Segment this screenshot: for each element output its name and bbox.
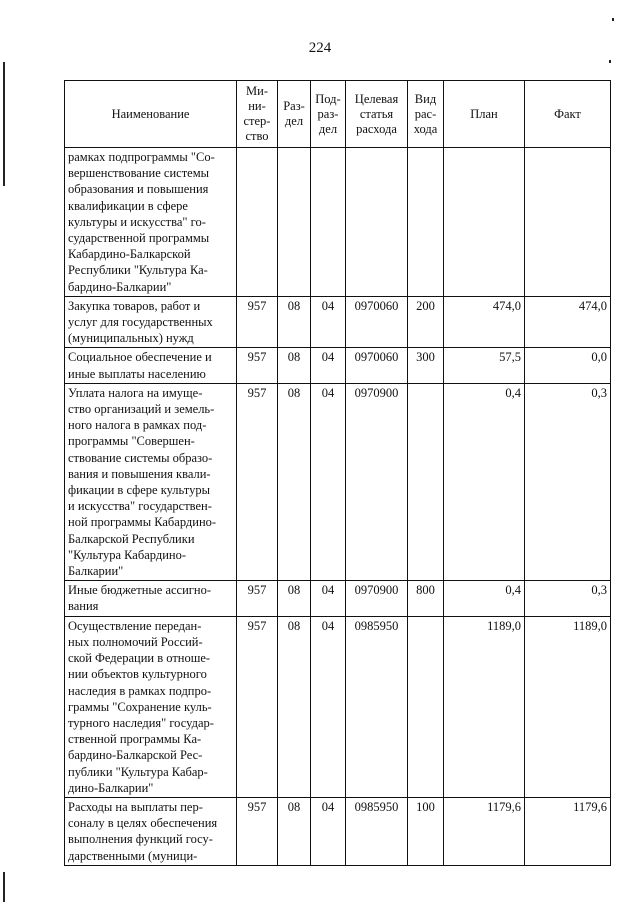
cell-subsection: 04	[311, 581, 346, 616]
table-row	[65, 616, 611, 797]
table-header-row	[65, 81, 611, 148]
cell-name: Закупка товаров, работ и услуг для государственных (муниципальных) нужд	[65, 296, 237, 348]
table-row	[65, 296, 611, 348]
cell-type	[408, 383, 444, 580]
cell-ministry: 957	[237, 348, 278, 383]
table-row	[65, 348, 611, 383]
cell-subsection: 04	[311, 797, 346, 865]
cell-plan	[444, 148, 525, 297]
cell-type	[408, 616, 444, 797]
header-section: Раз- дел	[278, 81, 311, 148]
cell-target: 0970900	[346, 581, 408, 616]
cell-name: Социальное обеспечение и иные выплаты населению	[65, 348, 237, 383]
table-row	[65, 148, 611, 297]
cell-fact: 474,0	[525, 296, 611, 348]
cell-type	[408, 148, 444, 297]
cell-subsection: 04	[311, 616, 346, 797]
cell-plan: 474,0	[444, 296, 525, 348]
cell-subsection: 04	[311, 296, 346, 348]
cell-plan: 0,4	[444, 581, 525, 616]
cell-type: 300	[408, 348, 444, 383]
cell-fact: 0,0	[525, 348, 611, 383]
cell-plan: 1179,6	[444, 797, 525, 865]
cell-name: рамках подпрограммы "Со- вершенствование системы образования и повышения квалификации в сфере культуры и искусства" го- сударственной программы Кабардино-Балкарской Республики "Культура Ка- бардино-Балкарии"	[65, 148, 237, 297]
cell-ministry: 957	[237, 296, 278, 348]
margin-mark-left-bottom	[3, 872, 5, 902]
header-type: Вид рас- хода	[408, 81, 444, 148]
cell-plan: 57,5	[444, 348, 525, 383]
cell-section: 08	[278, 296, 311, 348]
cell-subsection: 04	[311, 383, 346, 580]
margin-mark-left-top	[3, 62, 5, 186]
cell-section: 08	[278, 616, 311, 797]
cell-ministry: 957	[237, 797, 278, 865]
table-row	[65, 797, 611, 865]
cell-name: Расходы на выплаты пер- соналу в целях обеспечения выполнения функций госу- дарственными (муници-	[65, 797, 237, 865]
table-row	[65, 581, 611, 616]
cell-fact: 1189,0	[525, 616, 611, 797]
cell-name: Осуществление передан- ных полномочий Россий- ской Федерации в отноше- нии объектов культурного наследия в рамках подпро- граммы "Сохранение куль- турного наследия" государ- ственной программы Ка- бардино-Балкарской Рес- публики "Культура Кабар- дино-Балкарии"	[65, 616, 237, 797]
cell-plan: 0,4	[444, 383, 525, 580]
cell-name: Иные бюджетные ассигно- вания	[65, 581, 237, 616]
cell-fact	[525, 148, 611, 297]
cell-target: 0970900	[346, 383, 408, 580]
page-number: 224	[308, 40, 332, 56]
cell-section: 08	[278, 581, 311, 616]
cell-name: Уплата налога на имуще- ство организаций и земель- ного налога в рамках под- программы "Совершен- ствование системы образо- вания и повышения квали- фикации в сфере культуры и искусства" государствен- ной программы Кабардино- Балкарской Республики "Культура Кабардино- Балкарии"	[65, 383, 237, 580]
cell-type: 100	[408, 797, 444, 865]
cell-section	[278, 148, 311, 297]
header-name: Наименование	[65, 81, 237, 148]
cell-subsection: 04	[311, 348, 346, 383]
cell-section: 08	[278, 383, 311, 580]
header-ministry: Ми- ни- стер- ство	[237, 81, 278, 148]
cell-ministry: 957	[237, 383, 278, 580]
cell-fact: 0,3	[525, 581, 611, 616]
table-row	[65, 383, 611, 580]
cell-ministry	[237, 148, 278, 297]
cell-target: 0985950	[346, 797, 408, 865]
margin-mark-right-2	[609, 60, 611, 63]
cell-target: 0970060	[346, 348, 408, 383]
cell-type: 200	[408, 296, 444, 348]
cell-section: 08	[278, 348, 311, 383]
margin-mark-right	[612, 18, 614, 21]
cell-target: 0985950	[346, 616, 408, 797]
cell-target: 0970060	[346, 296, 408, 348]
cell-ministry: 957	[237, 581, 278, 616]
header-plan: План	[444, 81, 525, 148]
header-fact: Факт	[525, 81, 611, 148]
cell-ministry: 957	[237, 616, 278, 797]
cell-type: 800	[408, 581, 444, 616]
cell-target	[346, 148, 408, 297]
cell-subsection	[311, 148, 346, 297]
cell-plan: 1189,0	[444, 616, 525, 797]
budget-table	[64, 80, 611, 866]
cell-fact: 1179,6	[525, 797, 611, 865]
cell-fact: 0,3	[525, 383, 611, 580]
header-subsection: Под- раз- дел	[311, 81, 346, 148]
header-target: Целевая статья расхода	[346, 81, 408, 148]
cell-section: 08	[278, 797, 311, 865]
